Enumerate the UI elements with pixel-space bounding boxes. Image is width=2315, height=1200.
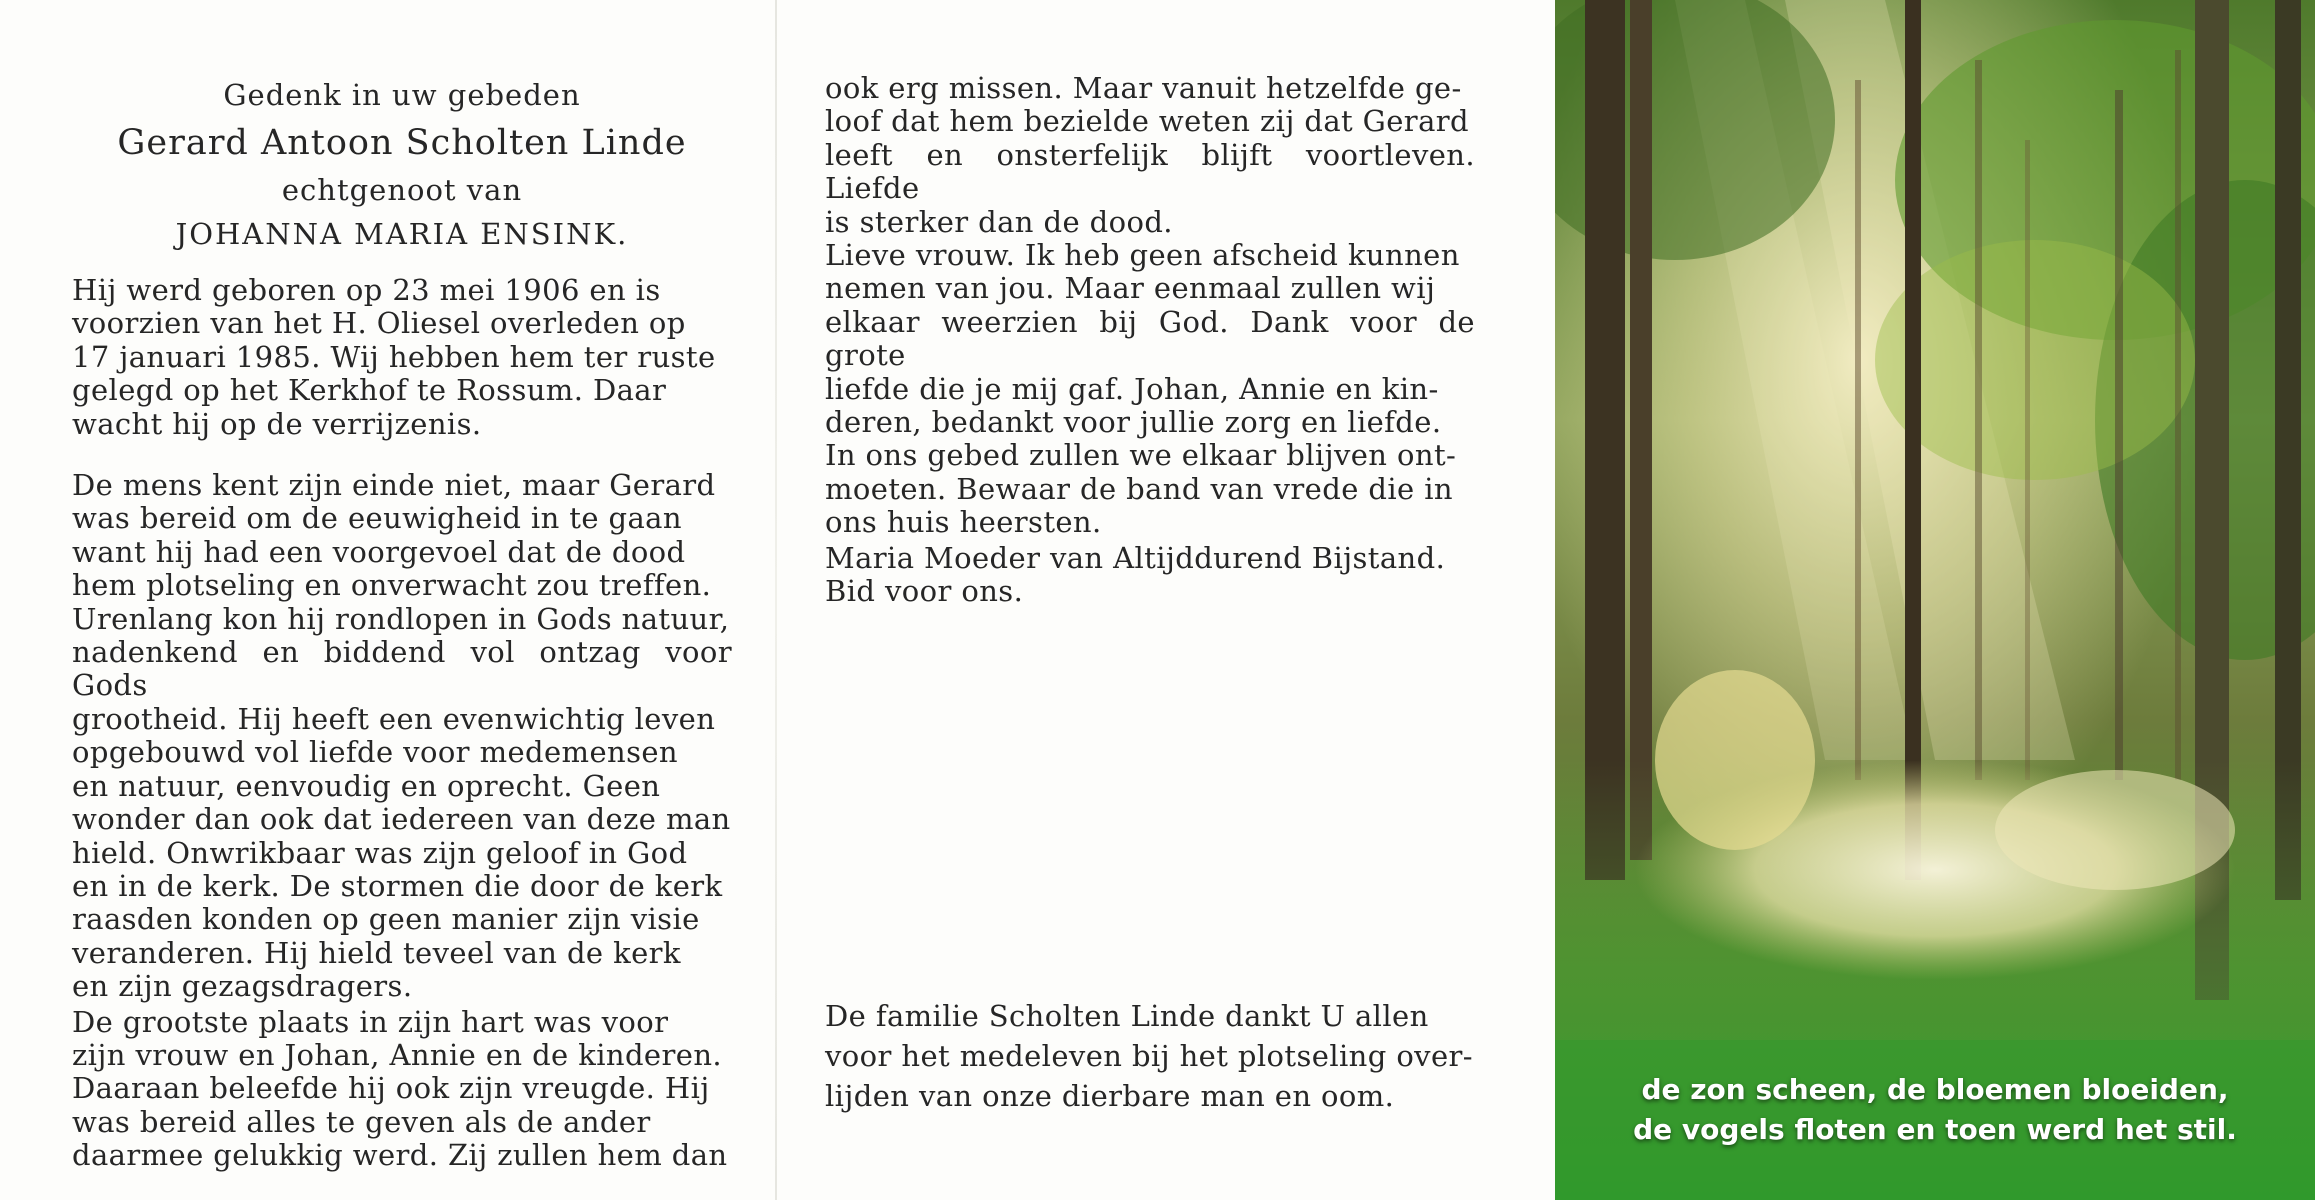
prayer-closing: Bid voor ons. <box>825 574 1024 609</box>
relation-line: echtgenoot van <box>281 173 523 207</box>
middle-page <box>775 0 1555 1200</box>
left-page <box>0 0 775 1200</box>
character-paragraph: De mens kent zijn einde niet, maar Gerard was bereid om de eeuwigheid in te gaan want hij had een voorgevoel dat de dood hem plotseling en onverwacht zou treffen. Urenlang kon hij rondlopen in Gods natuur, nadenkend en biddend vol ontzag voor Gods grootheid. Hij heeft een evenwichtig leven opgebouwd vol liefde voor medemensen en natuur, eenvoudig en oprecht. Geen wonder dan ook dat iedereen van deze man hield. Onwrikbaar was zijn geloof in God en in de kerk. De stormen die door de kerk raasden konden op geen manier zijn visie veranderen. Hij hield teveel van de kerk en zijn gezagsdragers. <box>72 468 732 1004</box>
family-paragraph: De grootste plaats in zijn hart was voor zijn vrouw en Johan, Annie en de kinderen. Daaraan beleefde hij ook zijn vreugde. Hij was bereid alles te geven als de ander daarmee gelukkig werd. Zij zullen hem dan <box>72 1004 728 1173</box>
spouse-name: JOHANNA MARIA ENSINK. <box>175 217 629 251</box>
caption-line-2: de vogels floten en toen werd het stil. <box>1633 1113 2237 1146</box>
middle-column <box>825 72 1475 609</box>
forest-photo <box>1555 0 2315 1200</box>
forest-illustration <box>1555 0 2315 1200</box>
faith-paragraph: ook erg missen. Maar vanuit hetzelfde ge- loof dat hem bezielde weten zij dat Gerard leeft en onsterfelijk blijft voortleven. Liefde is sterker dan de dood. <box>825 71 1475 239</box>
heading <box>72 72 732 256</box>
farewell-paragraph: Lieve vrouw. Ik heb geen afscheid kunnen nemen van jou. Maar eenmaal zullen wij elkaar weerzien bij God. Dank voor de grote liefde die je mij gaf. Johan, Annie en kin- deren, bedankt voor jullie zorg en liefde. In ons gebed zullen we elkaar blijven ont- moeten. Bewaar de band van vrede die in ons huis heersten. <box>825 238 1475 540</box>
caption-line-1: de zon scheen, de bloemen bloeiden, <box>1641 1073 2229 1106</box>
thanks-paragraph: De familie Scholten Linde dankt U allen voor het medeleven bij het plotseling over- lijden van onze dierbare man en oom. <box>825 999 1473 1113</box>
deceased-name: Gerard Antoon Scholten Linde <box>117 123 687 163</box>
birth-death-paragraph: Hij werd geboren op 23 mei 1906 en is voorzien van het H. Oliesel overleden op 17 januari 1985. Wij hebben hem ter ruste gelegd op het Kerkhof te Rossum. Daar wacht hij op de verrijzenis. <box>72 273 716 441</box>
remembrance-line: Gedenk in uw gebeden <box>223 78 581 112</box>
left-column <box>72 72 732 1173</box>
thanks-block <box>825 996 1475 1116</box>
prayer-line: Maria Moeder van Altijddurend Bijstand. <box>825 540 1446 575</box>
